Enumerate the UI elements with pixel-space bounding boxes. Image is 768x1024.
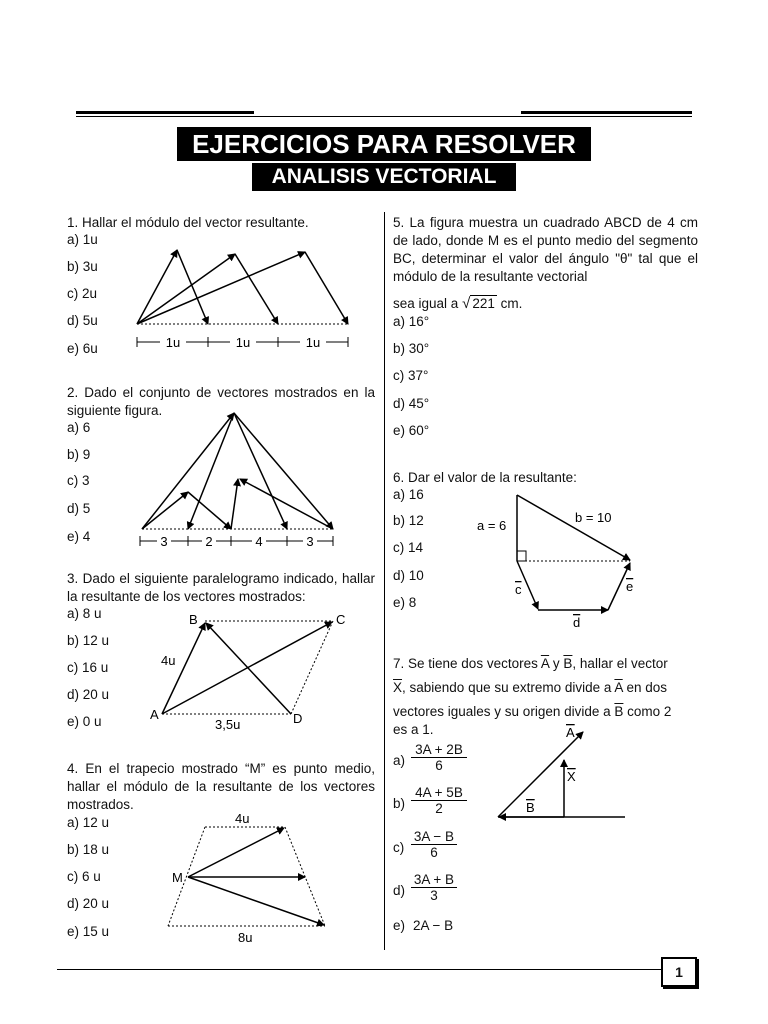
q6-label-e: e (626, 579, 634, 594)
q3-label-d: D (293, 711, 303, 726)
q7-line3-b: como 2 (627, 704, 672, 719)
q1-vector-4 (235, 254, 278, 324)
q6-option-b: b) 12 (393, 513, 424, 528)
page-title: EJERCICIOS PARA RESOLVER (177, 127, 591, 161)
q1-text: 1. Hallar el módulo del vector resultante. (67, 215, 309, 230)
sqrt-symbol-icon: √ (462, 295, 471, 312)
page-number: 1 (661, 957, 697, 987)
q7-option-e-letter: e) (393, 918, 406, 933)
q4-option-d: d) 20 u (67, 896, 110, 911)
q5-option-c: c) 37° (393, 368, 429, 383)
q4-label-m: M (172, 870, 183, 885)
q3-label-base: 3,5u (215, 717, 241, 732)
q4-option-e: e) 15 u (67, 924, 110, 939)
q3-text: 3. Dado el siguiente paralelogramo indicado, hallar la resultante de los vectores mostrados: (67, 571, 375, 604)
q7-line3-a: vectores iguales y su origen divide a (393, 704, 611, 719)
q7-option-d-frac (411, 872, 457, 903)
q2-dim-3: 4 (255, 534, 263, 549)
q1-vector-2 (177, 250, 208, 324)
q7-option-b-den: 2 (435, 801, 443, 816)
q5-sqrt-value: 221 (472, 296, 495, 311)
q6-figure (470, 485, 645, 635)
q6-option-d: d) 10 (393, 568, 424, 583)
q7-vec-a: $\overline{A}$ (540, 656, 550, 671)
q7-option-b-frac (411, 785, 467, 816)
q7-fig-label-a: A (566, 725, 575, 740)
q7-option-d-letter: d) (393, 883, 406, 898)
q4-option-b: b) 18 u (67, 842, 110, 857)
top-rule-left-thick (76, 111, 254, 114)
q2-option-e: e) 4 (67, 529, 91, 544)
q3-option-a: a) 8 u (67, 606, 102, 621)
q5-option-d: d) 45° (393, 396, 430, 411)
q7-option-b-num: 4A + 5B (411, 785, 467, 801)
q2-option-b: b) 9 (67, 447, 91, 462)
q2-option-a: a) 6 (67, 420, 91, 435)
q7-vec-a-2: $\overline{A}$ (614, 680, 623, 695)
q2-dim-2: 2 (205, 534, 213, 549)
q4-text: 4. En el trapecio mostrado “M” es punto medio, hallar el módulo de la resultante de los vectores mostrados. (67, 761, 375, 812)
q5-text (393, 214, 698, 286)
q1-vector-5 (137, 252, 305, 324)
q7-option-d-num: 3A + B (411, 872, 457, 888)
q7-option-a-num: 3A + 2B (411, 742, 467, 758)
q7-fig-label-x: X (567, 769, 576, 784)
q1-dim-3: 1u (305, 335, 321, 350)
q4-option-a: a) 12 u (67, 815, 110, 830)
q6-label-b: b = 10 (575, 510, 612, 525)
page-subtitle: ANALISIS VECTORIAL (252, 163, 516, 191)
q7-text-line-4: es a 1. (393, 722, 434, 737)
q7-option-a-frac (411, 742, 467, 773)
q3-label-b: B (189, 612, 198, 627)
q4-label-top: 4u (235, 811, 250, 826)
q5-option-e: e) 60° (393, 423, 430, 438)
q7-option-c-num: 3A − B (411, 829, 457, 845)
q6-option-a: a) 16 (393, 487, 424, 502)
q7-option-c-frac (411, 829, 457, 860)
column-divider (384, 212, 385, 950)
q7-fig-label-b: B (526, 800, 535, 815)
q7-line1-y: y (552, 656, 560, 671)
q1-vector-1 (137, 250, 177, 324)
q5-text-c: cm. (500, 296, 523, 311)
q3-option-e: e) 0 u (67, 714, 102, 729)
q2-dim-4: 3 (306, 534, 314, 549)
q6-text: 6. Dar el valor de la resultante: (393, 470, 577, 485)
q5-option-a: a) 16° (393, 314, 430, 329)
q7-option-a-letter: a) (393, 753, 406, 768)
q4-label-bottom: 8u (238, 930, 253, 945)
q1-dim-2: 1u (235, 335, 251, 350)
q6-option-c: c) 14 (393, 540, 424, 555)
q2-option-c: c) 3 (67, 473, 90, 488)
q6-label-a: a = 6 (477, 518, 507, 533)
q7-figure (490, 722, 630, 827)
q3-label-c: C (336, 612, 346, 627)
q5-text-b: sea igual a (393, 296, 459, 311)
q7-option-c-den: 6 (430, 845, 438, 860)
q5-text-a: 5. La figura muestra un cuadrado ABCD de 4 cm de lado, donde M es el punto medio del segmento BC, determinar el valor del ángulo "θ" tal que el módulo de la resultante vectorial (393, 215, 698, 284)
q1-option-d: d) 5u (67, 313, 98, 328)
q4-figure (160, 808, 360, 948)
q7-option-a-den: 6 (435, 758, 443, 773)
q2-figure (135, 405, 345, 553)
q6-option-e: e) 8 (393, 595, 417, 610)
q3-option-b: b) 12 u (67, 633, 110, 648)
q7-line2-a: , sabiendo que su extremo divide a (402, 680, 612, 695)
q7-option-c-letter: c) (393, 840, 405, 855)
q2-option-d: d) 5 (67, 501, 91, 516)
q1-figure (130, 242, 360, 357)
q7-vec-b-2: $\overline{B}$ (614, 704, 624, 719)
q1-option-e: e) 6u (67, 341, 98, 356)
q5-text-line (393, 295, 522, 313)
q7-vec-b: $\overline{B}$ (563, 656, 573, 671)
q7-text-line-1 (393, 655, 698, 673)
q7-text-line-3 (393, 703, 698, 721)
q3-figure (145, 610, 355, 735)
q2-text: 2. Dado el conjunto de vectores mostrados en la siguiente figura. (67, 385, 375, 418)
top-rule-right-thick (521, 111, 692, 114)
q3-option-c: c) 16 u (67, 660, 109, 675)
q1-vector-6 (305, 252, 348, 324)
q4-option-c: c) 6 u (67, 869, 101, 884)
q3-option-d: d) 20 u (67, 687, 110, 702)
q3-label-side: 4u (161, 653, 176, 668)
q7-option-e-expr: 2A − B (413, 918, 454, 933)
q2-dim-1: 3 (160, 534, 168, 549)
q7-text-line-2 (393, 679, 698, 697)
footer-rule (57, 969, 661, 970)
q3-label-a: A (150, 707, 159, 722)
q6-label-c: c (515, 582, 522, 597)
q7-option-d-den: 3 (430, 888, 438, 903)
q1-dim-1: 1u (165, 335, 181, 350)
q7-vec-x: $\overline{X}$ (393, 680, 403, 695)
q7-line1-a: 7. Se tiene dos vectores (393, 656, 538, 671)
q6-label-d: d (573, 615, 581, 630)
q1-option-b: b) 3u (67, 259, 98, 274)
top-rule-full (76, 116, 692, 117)
q5-option-b: b) 30° (393, 341, 430, 356)
q7-option-b-letter: b) (393, 796, 406, 811)
q7-line1-b: , hallar el vector (572, 656, 668, 671)
q7-line2-b: en dos (626, 680, 667, 695)
q1-option-c: c) 2u (67, 286, 98, 301)
q1-option-a: a) 1u (67, 232, 98, 247)
